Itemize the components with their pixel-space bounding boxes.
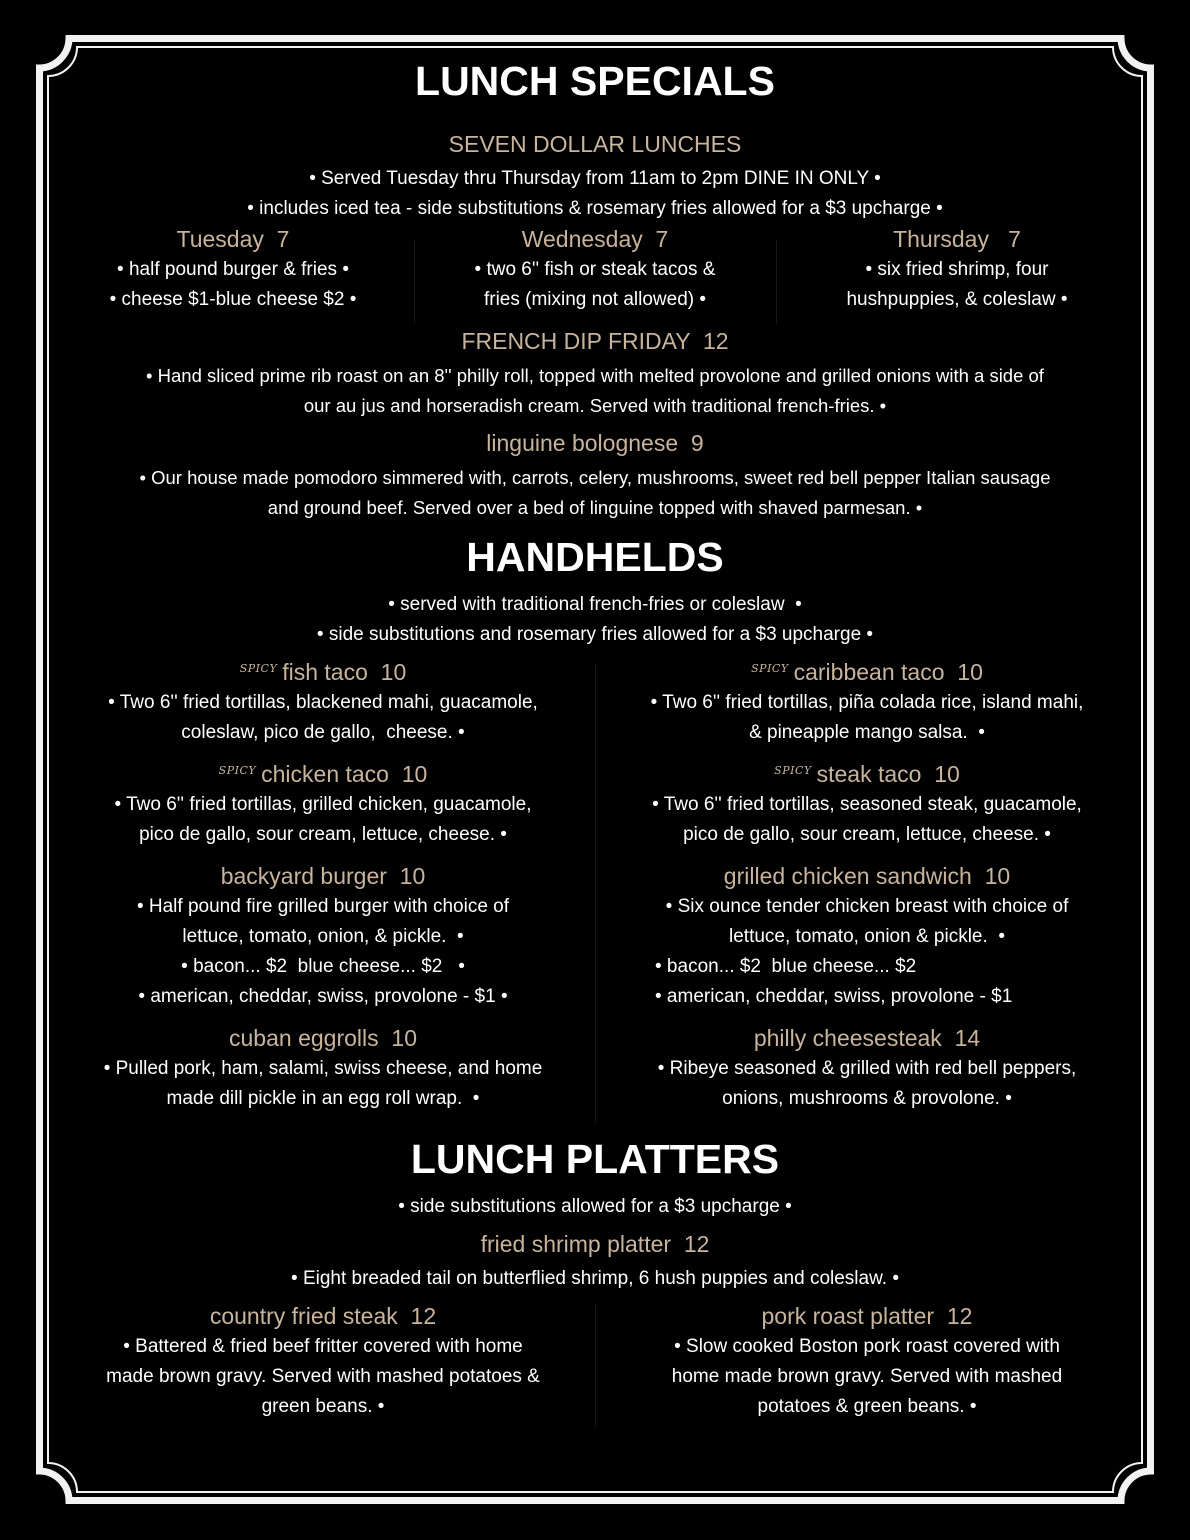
menu-item-name: country fried steak 12 [209, 1303, 437, 1329]
spicy-label: SPICY [751, 662, 789, 675]
spicy-label: SPICY [774, 764, 812, 777]
menu-item-desc: • Two 6'' fried tortillas, blackened mahi, guacamole, [108, 692, 538, 713]
seven-dollar-lunches-title: SEVEN DOLLAR LUNCHES [448, 131, 742, 157]
menu-item-desc: coleslaw, pico de gallo, cheese. • [181, 722, 465, 743]
platter-country-fried-steak [55, 1303, 591, 1422]
menu-item-desc: • Six ounce tender chicken breast with choice of [665, 896, 1069, 917]
menu-item-name: chicken taco 10 [261, 761, 428, 787]
menu-item-desc: • Our house made pomodoro simmered with, carrots, celery, mushrooms, sweet red bell pepper Italian sausage [139, 467, 1051, 488]
menu-item-desc: • Hand sliced prime rib roast on an 8'' philly roll, topped with melted provolone and grilled onions with a side of [146, 365, 1044, 386]
seven-dollar-note: • includes iced tea - side substitutions & rosemary fries allowed for a $3 upcharge • [247, 198, 943, 219]
spicy-label: SPICY [218, 764, 257, 777]
column-divider [414, 240, 415, 324]
menu-item-desc: • american, cheddar, swiss, provolone - $1 • [138, 986, 508, 1007]
day-label: Wednesday 7 [521, 226, 669, 252]
day-line: • cheese $1-blue cheese $2 • [109, 289, 357, 310]
day-line: hushpuppies, & coleslaw • [846, 289, 1068, 310]
menu-item-name: grilled chicken sandwich 10 [723, 863, 1011, 889]
menu-item-desc: made dill pickle in an egg roll wrap. • [166, 1088, 480, 1109]
platters-note: • side substitutions allowed for a $3 upcharge • [398, 1196, 792, 1217]
column-divider [776, 240, 777, 324]
menu-item-name: fried shrimp platter 12 [480, 1231, 710, 1257]
section-title-handhelds: HANDHELDS [466, 534, 724, 580]
section-title-lunch-specials: LUNCH SPECIALS [415, 58, 775, 104]
menu-item-desc: our au jus and horseradish cream. Served with traditional french-fries. • [303, 395, 887, 416]
menu-item-name: cuban eggrolls 10 [229, 1025, 417, 1051]
day-label: Thursday 7 [893, 226, 1021, 252]
column-divider [595, 1305, 596, 1427]
handheld-steak-taco [599, 761, 1135, 850]
menu-item-desc: • bacon... $2 blue cheese... $2 [655, 956, 917, 977]
day-special-wednesday [425, 226, 765, 315]
handheld-cuban-eggrolls [55, 1025, 591, 1114]
platter-pork-roast [599, 1303, 1135, 1422]
menu-item-desc: & pineapple mango salsa. • [749, 722, 985, 743]
menu-item-desc: pico de gallo, sour cream, lettuce, cheese. • [139, 824, 507, 845]
menu-item-desc: • Two 6'' fried tortillas, seasoned steak, guacamole, [652, 794, 1082, 815]
menu-item-name: philly cheesesteak 14 [753, 1025, 981, 1051]
day-special-tuesday [63, 226, 403, 315]
handheld-fish-taco [55, 659, 591, 748]
handheld-philly-cheesesteak [599, 1025, 1135, 1114]
menu-item-desc: • american, cheddar, swiss, provolone - $1 [655, 986, 1013, 1007]
day-label: Tuesday 7 [176, 226, 290, 252]
menu-item-desc: and ground beef. Served over a bed of linguine topped with shaved parmesan. • [267, 497, 923, 518]
menu-item-desc: potatoes & green beans. • [757, 1396, 977, 1417]
menu-item-desc: • Pulled pork, ham, salami, swiss cheese, and home [103, 1058, 543, 1079]
menu-item-desc: • bacon... $2 blue cheese... $2 • [181, 956, 465, 977]
menu-item-desc: • Eight breaded tail on butterflied shrimp, 6 hush puppies and coleslaw. • [291, 1268, 899, 1289]
handhelds-note: • side substitutions and rosemary fries allowed for a $3 upcharge • [316, 624, 874, 645]
menu-item-name: pork roast platter 12 [761, 1303, 973, 1329]
menu-item-name: linguine bolognese 9 [486, 430, 704, 456]
day-line: • six fried shrimp, four [865, 259, 1049, 280]
menu-item-desc: lettuce, tomato, onion, & pickle. • [182, 926, 464, 947]
menu-item-desc: made brown gravy. Served with mashed potatoes & [106, 1366, 540, 1387]
day-line: • two 6'' fish or steak tacos & [474, 259, 716, 280]
menu-item-desc: • Half pound fire grilled burger with choice of [136, 896, 510, 917]
handheld-grilled-chicken-sandwich [599, 863, 1135, 1012]
menu-item-desc: • Two 6'' fried tortillas, grilled chicken, guacamole, [114, 794, 532, 815]
section-title-lunch-platters: LUNCH PLATTERS [410, 1136, 780, 1182]
day-line: • half pound burger & fries • [117, 259, 349, 280]
handhelds-note: • served with traditional french-fries or coleslaw • [388, 594, 802, 615]
menu-item-desc: • Ribeye seasoned & grilled with red bell peppers, [657, 1058, 1077, 1079]
menu-item-name: FRENCH DIP FRIDAY 12 [461, 328, 729, 354]
handheld-chicken-taco [55, 761, 591, 850]
menu-item-name: fish taco 10 [282, 659, 407, 685]
menu-item-desc: green beans. • [261, 1396, 385, 1417]
day-special-thursday [787, 226, 1127, 315]
spicy-label: SPICY [239, 662, 278, 675]
seven-dollar-note: • Served Tuesday thru Thursday from 11am to 2pm DINE IN ONLY • [309, 168, 881, 189]
menu-item-desc: pico de gallo, sour cream, lettuce, cheese. • [683, 824, 1051, 845]
handheld-backyard-burger [55, 863, 591, 1012]
menu-item-desc: home made brown gravy. Served with mashed [671, 1366, 1063, 1387]
menu-item-desc: lettuce, tomato, onion & pickle. • [729, 926, 1005, 947]
handheld-caribbean-taco [599, 659, 1135, 748]
menu-item-desc: • Two 6'' fried tortillas, piña colada rice, island mahi, [650, 692, 1084, 713]
menu-item-desc: • Slow cooked Boston pork roast covered with [674, 1336, 1060, 1357]
menu-item-name: caribbean taco 10 [793, 659, 983, 685]
menu-item-name: backyard burger 10 [220, 863, 426, 889]
menu-item-name: steak taco 10 [816, 761, 960, 787]
menu-item-desc: • Battered & fried beef fritter covered with home [123, 1336, 523, 1357]
menu-item-desc: onions, mushrooms & provolone. • [722, 1088, 1012, 1109]
day-line: fries (mixing not allowed) • [483, 289, 707, 310]
column-divider [595, 665, 596, 1123]
